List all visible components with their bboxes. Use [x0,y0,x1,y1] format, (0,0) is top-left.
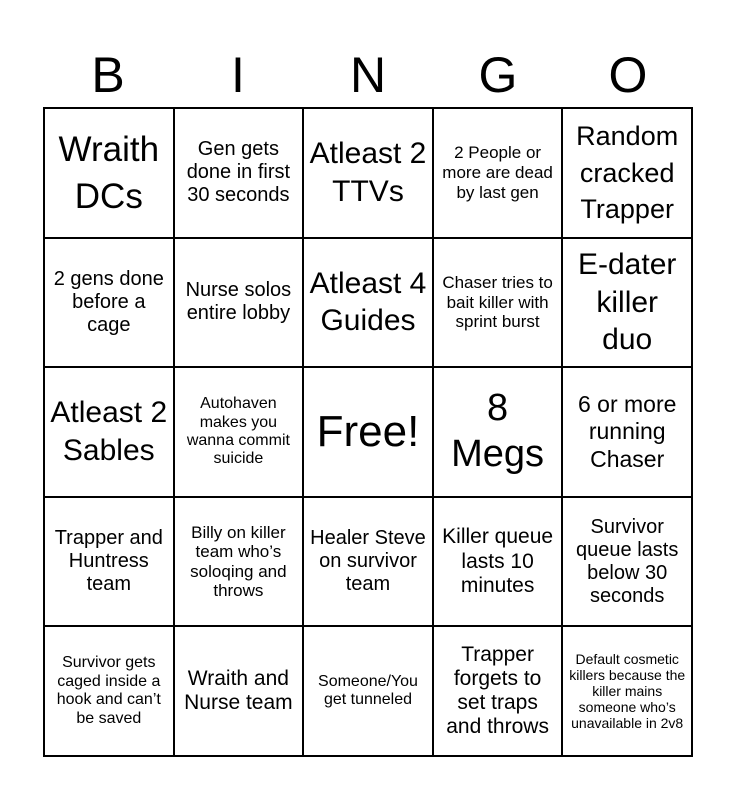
bingo-cell[interactable]: 6 or more running Chaser [562,367,692,497]
bingo-cell[interactable]: Healer Steve on survivor team [303,497,433,627]
bingo-cell[interactable]: Someone/You get tunneled [303,626,433,756]
bingo-cell[interactable]: Atleast 2 TTVs [303,108,433,238]
bingo-cell[interactable]: Nurse solos entire lobby [174,238,304,368]
bingo-cell[interactable]: Autohaven makes you wanna commit suicide [174,367,304,497]
bingo-cell[interactable]: Trapper and Huntress team [44,497,174,627]
bingo-cell[interactable]: Atleast 2 Sables [44,367,174,497]
bingo-cell[interactable]: Survivor queue lasts below 30 seconds [562,497,692,627]
bingo-cell[interactable]: Random cracked Trapper [562,108,692,238]
header-letter-o: O [608,47,648,103]
bingo-grid [43,107,693,757]
bingo-header [43,46,693,104]
bingo-cell[interactable]: Chaser tries to bait killer with sprint burst [433,238,563,368]
free-space[interactable]: Free! [303,367,433,497]
bingo-cell[interactable]: 8 Megs [433,367,563,497]
bingo-cell[interactable]: Default cosmetic killers because the killer mains someone who’s unavailable in 2v8 [562,626,692,756]
bingo-cell[interactable]: Gen gets done in first 30 seconds [174,108,304,238]
bingo-cell[interactable]: Billy on killer team who’s soloqing and throws [174,497,304,627]
header-letter-b: B [91,47,125,103]
bingo-cell[interactable]: E-dater killer duo [562,238,692,368]
header-letter-n: N [349,47,387,103]
bingo-cell[interactable]: Wraith and Nurse team [174,626,304,756]
bingo-cell[interactable]: Killer queue lasts 10 minutes [433,497,563,627]
bingo-cell[interactable]: Wraith DCs [44,108,174,238]
header-letter-i: I [231,47,245,103]
bingo-cell[interactable]: Trapper forgets to set traps and throws [433,626,563,756]
bingo-cell[interactable]: Survivor gets caged inside a hook and can’t be saved [44,626,174,756]
bingo-cell[interactable]: 2 People or more are dead by last gen [433,108,563,238]
bingo-cell[interactable]: Atleast 4 Guides [303,238,433,368]
header-letter-g: G [478,47,518,103]
bingo-cell[interactable]: 2 gens done before a cage [44,238,174,368]
